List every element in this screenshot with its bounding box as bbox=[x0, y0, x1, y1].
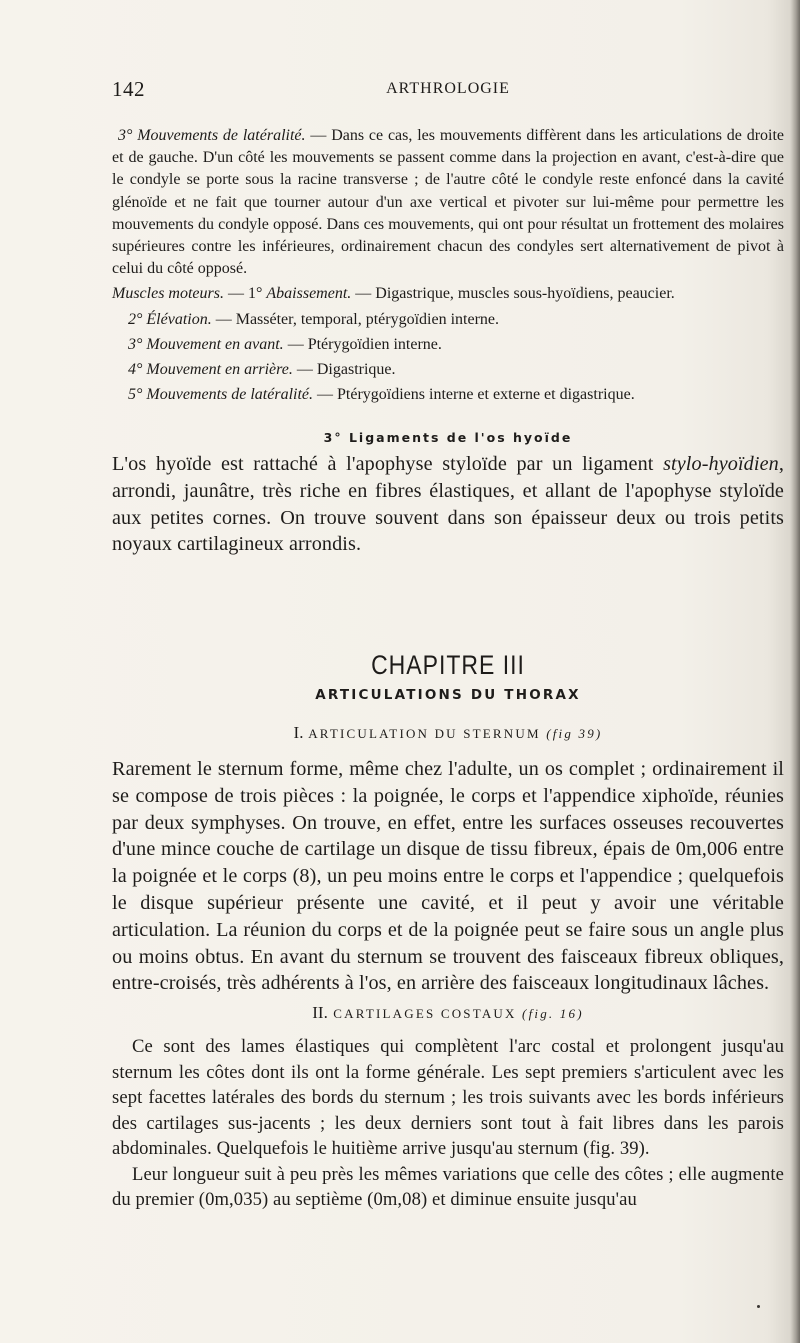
movements-section bbox=[112, 125, 784, 406]
forward-heading: 3° Mouvement en avant. bbox=[128, 335, 284, 353]
stylo-hyoid-term: stylo-hyoïdien bbox=[663, 453, 779, 475]
costal-cartilages-section bbox=[112, 1034, 784, 1213]
figure-reference: (fig 39) bbox=[546, 726, 603, 741]
article-title: CARTILAGES COSTAUX bbox=[333, 1006, 517, 1021]
page-edge-shadow bbox=[790, 0, 800, 1343]
lateral-movements-paragraph bbox=[112, 125, 784, 280]
backward-text: — Digastrique. bbox=[292, 361, 396, 379]
page-number: 142 bbox=[112, 77, 145, 101]
forward-line bbox=[112, 334, 784, 356]
hyoid-ligaments-section bbox=[112, 451, 784, 558]
muscles-number: — 1° bbox=[223, 285, 267, 303]
abaissement-heading: Abaissement. bbox=[266, 285, 352, 303]
elevation-line bbox=[112, 309, 784, 331]
hyoid-text-start: L'os hyoïde est rattaché à l'apophyse styloïde par un ligament bbox=[112, 453, 664, 475]
hyoid-text-end: , arrondi, jaunâtre, très riche en fibres élastiques, et allant de l'apophyse styloïde aux petites cornes. On trouve souvent dans son épaisseur deux ou trois petits noyaux cartilagineux arrondis. bbox=[112, 453, 784, 556]
lateral-movements-text: — Dans ce cas, les mouvements diffèrent dans les articulations de droite et de gauche. D'un côté les mouvements se passent comme dans la projection en avant, c'est-à-dire que le condyle se porte sous la racine transverse ; de l'autre côté le condyle reste enfoncé dans la cavité glénoïde et ne fait que tourner autour d'un axe vertical et pivoter sur lui-même pour permettre les mouvements du condyle opposé. Dans ces mouvements, qui ont pour résultat un frottement des molaires supérieures contre les inférieures, ordinairement chacun des condyles sert alternativement de pivot à celui du côté opposé. bbox=[112, 127, 785, 278]
chapter-title: CHAPITRE III bbox=[371, 649, 525, 680]
elevation-text: — Masséter, temporal, ptérygoïdien interne. bbox=[211, 310, 499, 328]
elevation-heading: 2° Élévation. bbox=[128, 310, 212, 328]
forward-text: — Ptérygoïdien interne. bbox=[283, 335, 442, 353]
article-sternum-heading bbox=[112, 723, 784, 743]
hyoid-ligaments-title: 3° Ligaments de l'os hyoïde bbox=[323, 430, 573, 445]
hyoid-paragraph bbox=[112, 451, 784, 558]
sternum-paragraph: Rarement le sternum forme, même chez l'adulte, un os complet ; ordinairement il se compose de trois pièces : la poignée, le corps et l'appendice xiphoïde, réunies par deux symphyses. On trouve, en effet, entre les surfaces osseuses recouvertes d'une mince couche de cartilage un disque de tissu fibreux, épais de 0m,006 entre la poignée et le corps (8), un peu moins entre le corps et l'appendice ; quelquefois le disque supérieur présente une cavité, et il peut y avoir une véritable articulation. La réunion du corps et de la poignée peut se faire sous un angle plus ou moins obtus. En avant du sternum se trouvent des faisceaux fibreux obliques, entre-croisés, très adhérents à l'os, en arrière des faisceaux longitudinaux lâches. bbox=[112, 758, 784, 995]
article-number: I. bbox=[293, 723, 304, 742]
running-head: ARTHROLOGIE bbox=[386, 80, 510, 97]
costal-paragraph-2: Leur longueur suit à peu près les mêmes variations que celle des côtes ; elle augmente du premier (0m,035) au septième (0m,08) et diminue ensuite jusqu'au bbox=[112, 1163, 784, 1210]
costal-paragraph-1: Ce sont des lames élastiques qui complètent l'arc costal et prolongent jusqu'au sternum les côtes dont ils ont la forme générale. Les sept premiers s'articulent avec les sept facettes latérales des bords du sternum ; les trois suivants avec les bords inférieurs des cartilages sus-jacents ; les deux derniers sont tout à fait libres dans les parois abdominales. Quelquefois le huitième arrive jusqu'au sternum (fig. 39). bbox=[112, 1036, 784, 1159]
muscles-paragraph bbox=[112, 283, 784, 305]
lateral-muscles-heading: 5° Mouvements de latéralité. bbox=[128, 386, 314, 404]
page-header bbox=[112, 77, 784, 107]
sternum-section bbox=[112, 756, 784, 997]
muscles-text: — Digastrique, muscles sous-hyoïdiens, peaucier. bbox=[351, 285, 675, 303]
article-number: II. bbox=[312, 1003, 328, 1022]
backward-line bbox=[112, 359, 784, 381]
figure-reference: (fig. 16) bbox=[522, 1006, 584, 1021]
backward-heading: 4° Mouvement en arrière. bbox=[128, 361, 293, 379]
chapter-subtitle: ARTICULATIONS DU THORAX bbox=[315, 687, 581, 703]
lateral-muscles-text: — Ptérygoïdiens interne et externe et digastrique. bbox=[313, 386, 635, 404]
lateral-muscles-line bbox=[112, 384, 784, 406]
article-costal-heading bbox=[112, 1003, 784, 1023]
ink-speck bbox=[757, 1305, 760, 1308]
article-title: ARTICULATION DU STERNUM bbox=[308, 726, 541, 741]
lateral-movements-heading: 3° Mouvements de latéralité. bbox=[118, 127, 306, 144]
muscles-heading: Muscles moteurs. bbox=[112, 285, 224, 303]
